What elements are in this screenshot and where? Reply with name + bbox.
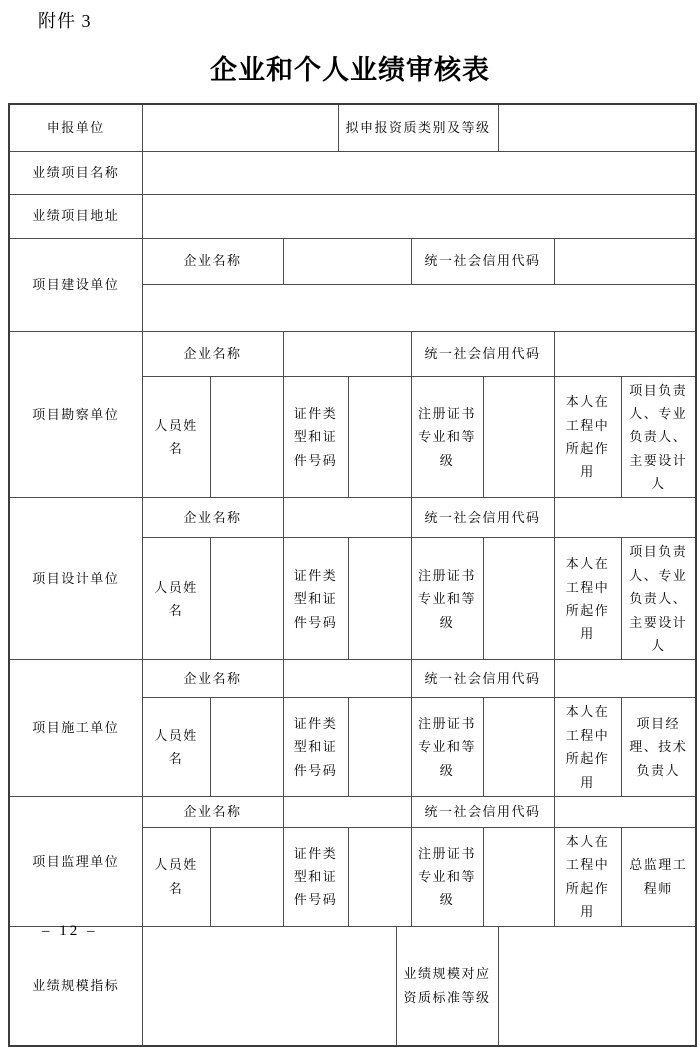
role-label: 本人在工程中所起作用: [554, 827, 621, 926]
credit-code-label: 统一社会信用代码: [411, 331, 554, 376]
role-value: 项目经理、技术负责人: [621, 698, 696, 797]
person-name-label: 人员姓名: [142, 827, 210, 926]
cert-type-field: [348, 698, 411, 797]
table-row: [9, 104, 696, 151]
construction-unit-label: 项目建设单位: [9, 238, 142, 331]
reg-cert-label: 注册证书专业和等级: [411, 538, 483, 660]
credit-code-field: [554, 331, 696, 376]
applicant-unit-field: [142, 104, 338, 151]
credit-code-field: [554, 660, 696, 698]
company-name-label: 企业名称: [142, 498, 283, 538]
credit-code-label: 统一社会信用代码: [411, 660, 554, 698]
company-name-label: 企业名称: [142, 331, 283, 376]
page-title: 企业和个人业绩审核表: [210, 55, 490, 85]
survey-unit-label: 项目勘察单位: [9, 331, 142, 498]
table-row: [9, 194, 696, 238]
role-label: 本人在工程中所起作用: [554, 698, 621, 797]
project-name-label: 业绩项目名称: [9, 151, 142, 194]
cert-type-label: 证件类型和证件号码: [283, 698, 348, 797]
reg-cert-label: 注册证书专业和等级: [411, 376, 483, 498]
cert-type-field: [348, 827, 411, 926]
person-name-label: 人员姓名: [142, 698, 210, 797]
table-row: [9, 660, 696, 698]
applicant-unit-label: 申报单位: [9, 104, 142, 151]
person-name-field: [210, 376, 283, 498]
performance-review-table: [8, 103, 697, 1047]
supervision-unit-label: 项目监理单位: [9, 796, 142, 926]
person-name-field: [210, 827, 283, 926]
cert-type-field: [348, 376, 411, 498]
table-row: [9, 498, 696, 538]
cert-type-field: [348, 538, 411, 660]
contractor-unit-label: 项目施工单位: [9, 660, 142, 797]
credit-code-label: 统一社会信用代码: [411, 498, 554, 538]
credit-code-label: 统一社会信用代码: [411, 238, 554, 284]
company-name-label: 企业名称: [142, 796, 283, 827]
person-name-label: 人员姓名: [142, 538, 210, 660]
table-row: [9, 331, 696, 376]
company-name-label: 企业名称: [142, 238, 283, 284]
reg-cert-field: [483, 827, 554, 926]
person-name-field: [210, 538, 283, 660]
reg-cert-label: 注册证书专业和等级: [411, 698, 483, 797]
project-address-label: 业绩项目地址: [9, 194, 142, 238]
table-row: [9, 238, 696, 284]
role-value: 项目负责人、专业负责人、主要设计人: [621, 376, 696, 498]
credit-code-label: 统一社会信用代码: [411, 796, 554, 827]
company-name-label: 企业名称: [142, 660, 283, 698]
reg-cert-field: [483, 538, 554, 660]
person-name-field: [210, 698, 283, 797]
construction-unit-extra-field: [142, 284, 696, 331]
company-name-field: [283, 238, 411, 284]
company-name-field: [283, 498, 411, 538]
cert-type-label: 证件类型和证件号码: [283, 376, 348, 498]
role-value: 项目负责人、专业负责人、主要设计人: [621, 538, 696, 660]
design-unit-label: 项目设计单位: [9, 498, 142, 660]
attachment-label: 附件 3: [38, 11, 92, 31]
scale-grade-field: [498, 926, 696, 1046]
reg-cert-field: [483, 698, 554, 797]
credit-code-field: [554, 498, 696, 538]
scale-indicator-label: 业绩规模指标: [9, 926, 142, 1046]
role-value: 总监理工程师: [621, 827, 696, 926]
table-row: [9, 151, 696, 194]
qualification-type-field: [498, 104, 696, 151]
company-name-field: [283, 660, 411, 698]
reg-cert-field: [483, 376, 554, 498]
company-name-field: [283, 331, 411, 376]
credit-code-field: [554, 238, 696, 284]
scale-indicator-field: [142, 926, 396, 1046]
table-row: [9, 926, 696, 1046]
role-label: 本人在工程中所起作用: [554, 538, 621, 660]
reg-cert-label: 注册证书专业和等级: [411, 827, 483, 926]
cert-type-label: 证件类型和证件号码: [283, 538, 348, 660]
role-label: 本人在工程中所起作用: [554, 376, 621, 498]
cert-type-label: 证件类型和证件号码: [283, 827, 348, 926]
person-name-label: 人员姓名: [142, 376, 210, 498]
table-row: [9, 796, 696, 827]
scale-grade-label: 业绩规模对应资质标准等级: [396, 926, 498, 1046]
project-address-field: [142, 194, 696, 238]
company-name-field: [283, 796, 411, 827]
page-number: – 12 –: [42, 923, 98, 939]
credit-code-field: [554, 796, 696, 827]
qualification-type-label: 拟申报资质类别及等级: [338, 104, 498, 151]
project-name-field: [142, 151, 696, 194]
